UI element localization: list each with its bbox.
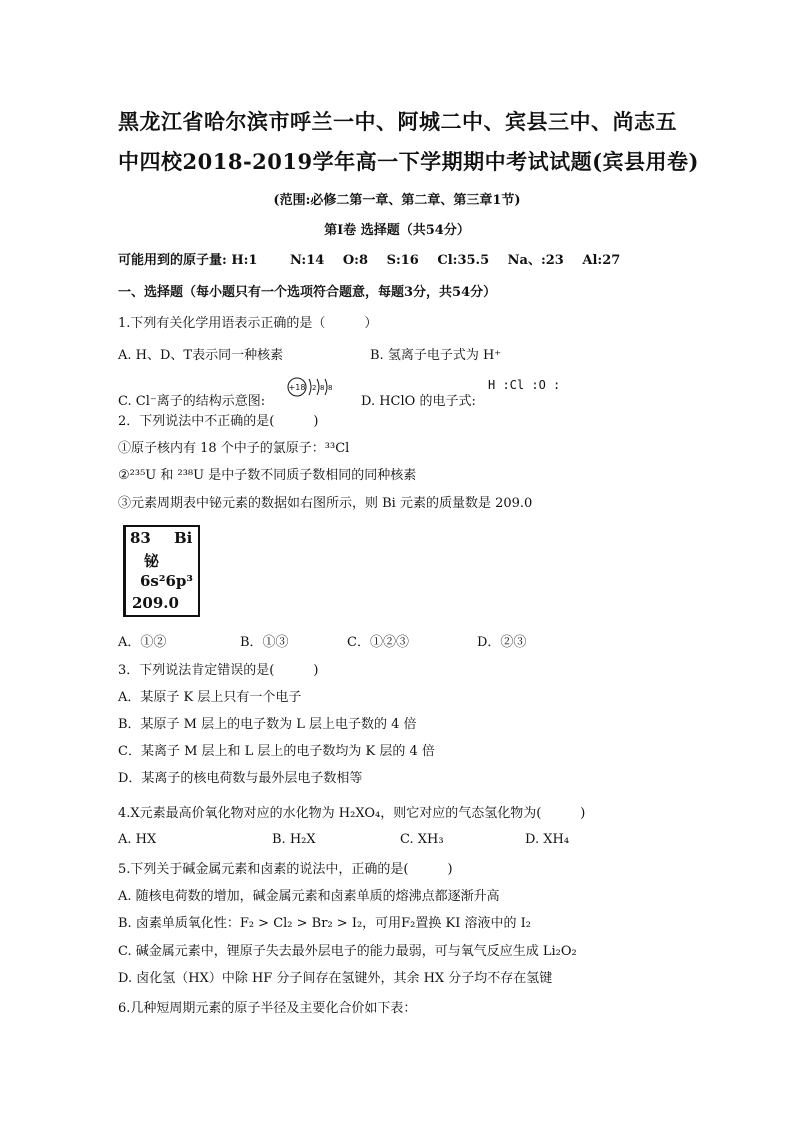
atomic-mass-item: Na、:23	[507, 253, 564, 268]
q1-option-a: A. H、D、T表示同一种核素	[118, 348, 284, 363]
q4-stem: 4.X元素最高价氧化物对应的水化物为 H₂XO₄，则它对应的气态氢化物为( )	[118, 806, 586, 821]
hclo-electron-formula: H :Cl :O :	[488, 378, 561, 392]
q3-option-b: B．某原子 M 层上的电子数为 L 层上电子数的 4 倍	[118, 717, 417, 732]
bi-atomic-mass: 209.0	[132, 594, 179, 612]
q3-option-c: C．某离子 M 层上和 L 层上的电子数均为 K 层的 4 倍	[118, 744, 435, 759]
scope-note: (范围:必修二第一章、第二章、第三章1节)	[273, 193, 521, 208]
bi-electron-config: 6s²6p³	[140, 572, 193, 590]
exam-title-line1: 黑龙江省哈尔滨市呼兰一中、阿城二中、宾县三中、尚志五	[118, 109, 677, 134]
q5-stem: 5.下列关于碱金属元素和卤素的说法中，正确的是( )	[118, 862, 453, 877]
q4-option-d: D. XH₄	[525, 832, 570, 847]
q2-option-b: B．①③	[240, 635, 289, 650]
q2-option-c: C．①②③	[347, 635, 409, 650]
q5-option-d: D. 卤化氢（HX）中除 HF 分子间存在氢键外，其余 HX 分子均不存在氢键	[118, 971, 553, 986]
bi-symbol: Bi	[174, 529, 193, 547]
q2-statement-1: ①原子核内有 18 个中子的氯原子：³³Cl	[118, 441, 350, 456]
q1-option-c: C. Cl⁻离子的结构示意图:	[118, 394, 266, 409]
cl-ion-structure-diagram	[286, 376, 336, 398]
svg-text:8: 8	[320, 384, 325, 392]
q5-option-a: A. 随核电荷数的增加，碱金属元素和卤素单质的熔沸点都逐渐升高	[118, 889, 500, 904]
q3-stem: 3．下列说法肯定错误的是( )	[118, 663, 319, 678]
volume-heading: 第Ⅰ卷 选择题（共54分）	[324, 223, 470, 238]
q4-option-a: A. HX	[118, 832, 157, 847]
q1-option-d: D. HClO 的电子式:	[361, 394, 476, 409]
q3-option-a: A．某原子 K 层上只有一个电子	[118, 690, 302, 705]
q2-option-d: D．②③	[477, 635, 527, 650]
atomic-mass-item: N:14	[290, 253, 325, 268]
q5-option-c: C. 碱金属元素中，锂原子失去最外层电子的能力最弱，可与氧气反应生成 Li₂O₂	[118, 944, 577, 959]
q2-option-a: A．①②	[118, 635, 167, 650]
q2-stem: 2．下列说法中不正确的是( )	[118, 414, 319, 429]
q5-option-b: B. 卤素单质氧化性：F₂ > Cl₂ > Br₂ > I₂，可用F₂置换 KI 溶液中的 I₂	[118, 916, 531, 931]
atomic-mass-item: S:16	[386, 253, 419, 268]
atomic-mass-item: O:8	[342, 253, 369, 268]
svg-text:8: 8	[328, 384, 333, 392]
q1-option-b: B. 氢离子电子式为 H⁺	[370, 348, 502, 363]
atomic-mass-item: Al:27	[582, 253, 621, 268]
bi-atomic-number: 83	[130, 529, 151, 547]
q3-option-d: D．某离子的核电荷数与最外层电子数相等	[118, 771, 363, 786]
q4-option-b: B. H₂X	[272, 832, 316, 847]
section-heading: 一、选择题（每小题只有一个选项符合题意，每题3分，共54分）	[118, 285, 497, 300]
atomic-masses-label: 可能用到的原子量:	[118, 253, 227, 268]
atomic-masses	[118, 249, 620, 268]
atomic-mass-item: H:1	[231, 253, 258, 268]
atomic-mass-item: Cl:35.5	[437, 253, 490, 268]
q2-statement-3: ③元素周期表中铋元素的数据如右图所示，则 Bi 元素的质量数是 209.0	[118, 496, 533, 511]
bismuth-element-card	[123, 525, 200, 617]
q2-statement-2: ②²³⁵U 和 ²³⁸U 是中子数不同质子数相同的同种核素	[118, 468, 417, 483]
q1-stem: 1.下列有关化学用语表示正确的是（ ）	[118, 316, 378, 331]
q4-option-c: C. XH₃	[400, 832, 444, 847]
exam-title-line2: 中四校2018-2019学年高一下学期期中考试试题(宾县用卷)	[118, 149, 699, 174]
svg-text:2: 2	[312, 384, 317, 392]
svg-text:+18: +18	[288, 383, 306, 392]
q6-stem: 6.几种短周期元素的原子半径及主要化合价如下表：	[118, 1001, 417, 1016]
bi-name: 铋	[144, 552, 160, 570]
